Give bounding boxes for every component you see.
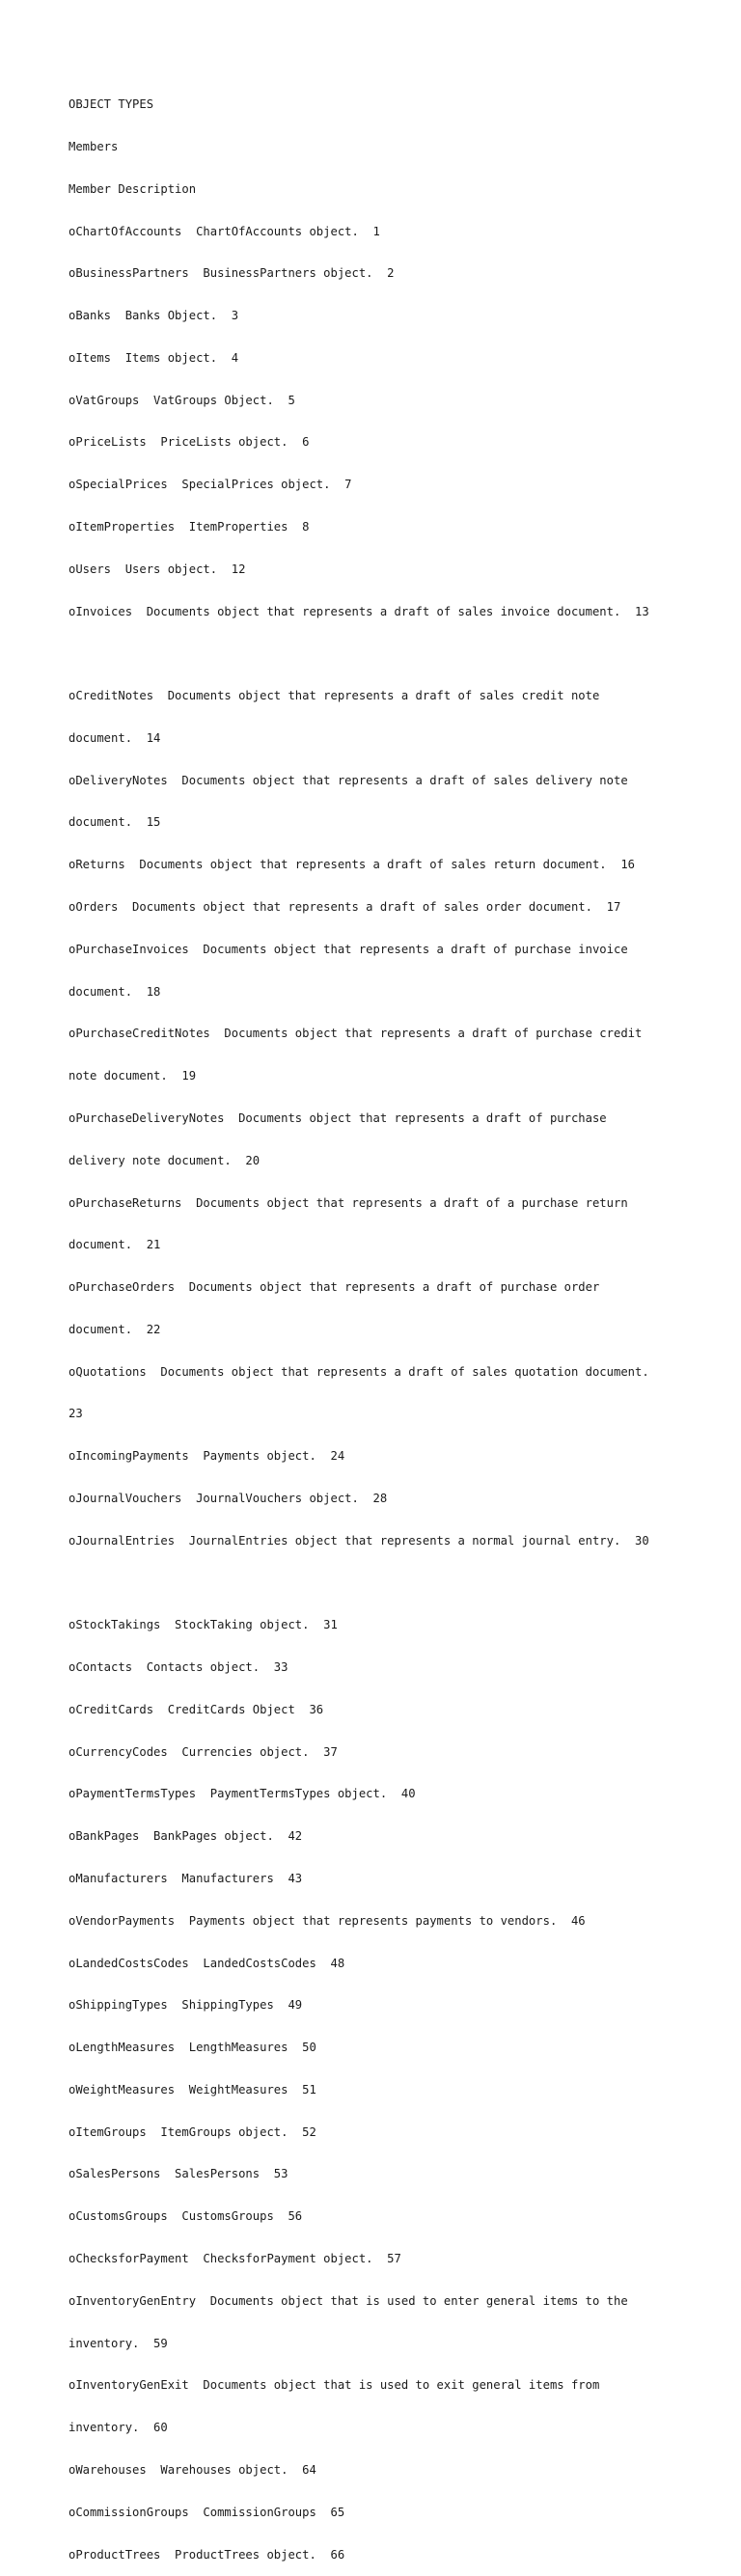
doc-line: delivery note document. 20 <box>69 1153 261 1167</box>
doc-line: oJournalEntries JournalEntries object that represents a normal journal entry. 30 <box>69 1533 649 1548</box>
doc-line: inventory. 60 <box>69 2421 168 2435</box>
doc-line: document. 22 <box>69 1322 161 1336</box>
doc-line: oContacts Contacts object. 33 <box>69 1660 288 1675</box>
doc-line: inventory. 59 <box>69 2336 168 2350</box>
doc-line: oBankPages BankPages object. 42 <box>69 1829 303 1844</box>
doc-line: oBanks Banks Object. 3 <box>69 309 239 323</box>
doc-section-heading: Members <box>69 139 119 153</box>
doc-line: oPurchaseDeliveryNotes Documents object that represents a draft of purchase <box>69 1110 607 1125</box>
doc-line: oLandedCostsCodes LandedCostsCodes 48 <box>69 1956 345 1970</box>
doc-line: oInvoices Documents object that represents a draft of sales invoice document. 13 <box>69 604 649 618</box>
doc-column-header: Member Description <box>69 181 197 196</box>
doc-line: oInventoryGenEntry Documents object that is used to enter general items to the <box>69 2293 628 2308</box>
doc-line: document. 21 <box>69 1238 161 1252</box>
document-body <box>69 69 725 2576</box>
doc-line: oWeightMeasures WeightMeasures 51 <box>69 2082 316 2096</box>
doc-line: oOrders Documents object that represents a draft of sales order document. 17 <box>69 900 621 915</box>
doc-line: oPaymentTermsTypes PaymentTermsTypes object. 40 <box>69 1787 416 1801</box>
doc-line: oSpecialPrices SpecialPrices object. 7 <box>69 478 352 492</box>
doc-line: oStockTakings StockTaking object. 31 <box>69 1618 338 1632</box>
doc-line: oCreditNotes Documents object that represents a draft of sales credit note <box>69 689 600 703</box>
doc-line: oItemGroups ItemGroups object. 52 <box>69 2124 316 2139</box>
doc-line: oQuotations Documents object that represents a draft of sales quotation document. <box>69 1364 649 1379</box>
doc-line: oCommissionGroups CommissionGroups 65 <box>69 2505 345 2519</box>
doc-line: oCustomsGroups CustomsGroups 56 <box>69 2209 303 2224</box>
doc-line: oItemProperties ItemProperties 8 <box>69 520 310 534</box>
doc-line: oChecksforPayment ChecksforPayment object. 57 <box>69 2252 401 2266</box>
doc-line: note document. 19 <box>69 1069 197 1083</box>
doc-blank-line <box>69 1576 725 1591</box>
doc-line: document. 14 <box>69 730 161 745</box>
doc-title: OBJECT TYPES <box>69 97 154 112</box>
doc-line: oIncomingPayments Payments object. 24 <box>69 1449 345 1464</box>
doc-line: oWarehouses Warehouses object. 64 <box>69 2462 316 2477</box>
doc-line: document. 18 <box>69 984 161 999</box>
doc-line: oItems Items object. 4 <box>69 350 239 365</box>
doc-line: 23 <box>69 1407 83 1421</box>
doc-line: oVatGroups VatGroups Object. 5 <box>69 393 295 407</box>
doc-line: oCurrencyCodes Currencies object. 37 <box>69 1744 338 1759</box>
doc-line: oSalesPersons SalesPersons 53 <box>69 2167 288 2181</box>
doc-line: oDeliveryNotes Documents object that represents a draft of sales delivery note <box>69 773 628 787</box>
doc-line: oPurchaseInvoices Documents object that represents a draft of purchase invoice <box>69 942 628 956</box>
doc-line: oManufacturers Manufacturers 43 <box>69 1872 303 1885</box>
doc-line: oUsers Users object. 12 <box>69 562 246 576</box>
doc-line: oBusinessPartners BusinessPartners object. 2 <box>69 266 395 281</box>
doc-line: oPurchaseOrders Documents object that represents a draft of purchase order <box>69 1280 600 1295</box>
doc-line: oPurchaseReturns Documents object that represents a draft of a purchase return <box>69 1195 628 1210</box>
doc-line: oProductTrees ProductTrees object. 66 <box>69 2547 345 2562</box>
doc-line: oVendorPayments Payments object that represents payments to vendors. 46 <box>69 1913 586 1928</box>
doc-line: oPurchaseCreditNotes Documents object that represents a draft of purchase credit <box>69 1027 643 1041</box>
doc-blank-line <box>69 646 725 661</box>
doc-line: oPriceLists PriceLists object. 6 <box>69 435 310 450</box>
doc-line: oChartOfAccounts ChartOfAccounts object. 1 <box>69 224 380 238</box>
doc-line: oCreditCards CreditCards Object 36 <box>69 1702 324 1716</box>
doc-line: oInventoryGenExit Documents object that is used to exit general items from <box>69 2378 600 2393</box>
doc-line: oJournalVouchers JournalVouchers object. 28 <box>69 1491 388 1505</box>
doc-line: oShippingTypes ShippingTypes 49 <box>69 1998 303 2013</box>
doc-line: oReturns Documents object that represents a draft of sales return document. 16 <box>69 858 635 872</box>
doc-line: document. 15 <box>69 815 161 830</box>
doc-line: oLengthMeasures LengthMeasures 50 <box>69 2041 316 2055</box>
